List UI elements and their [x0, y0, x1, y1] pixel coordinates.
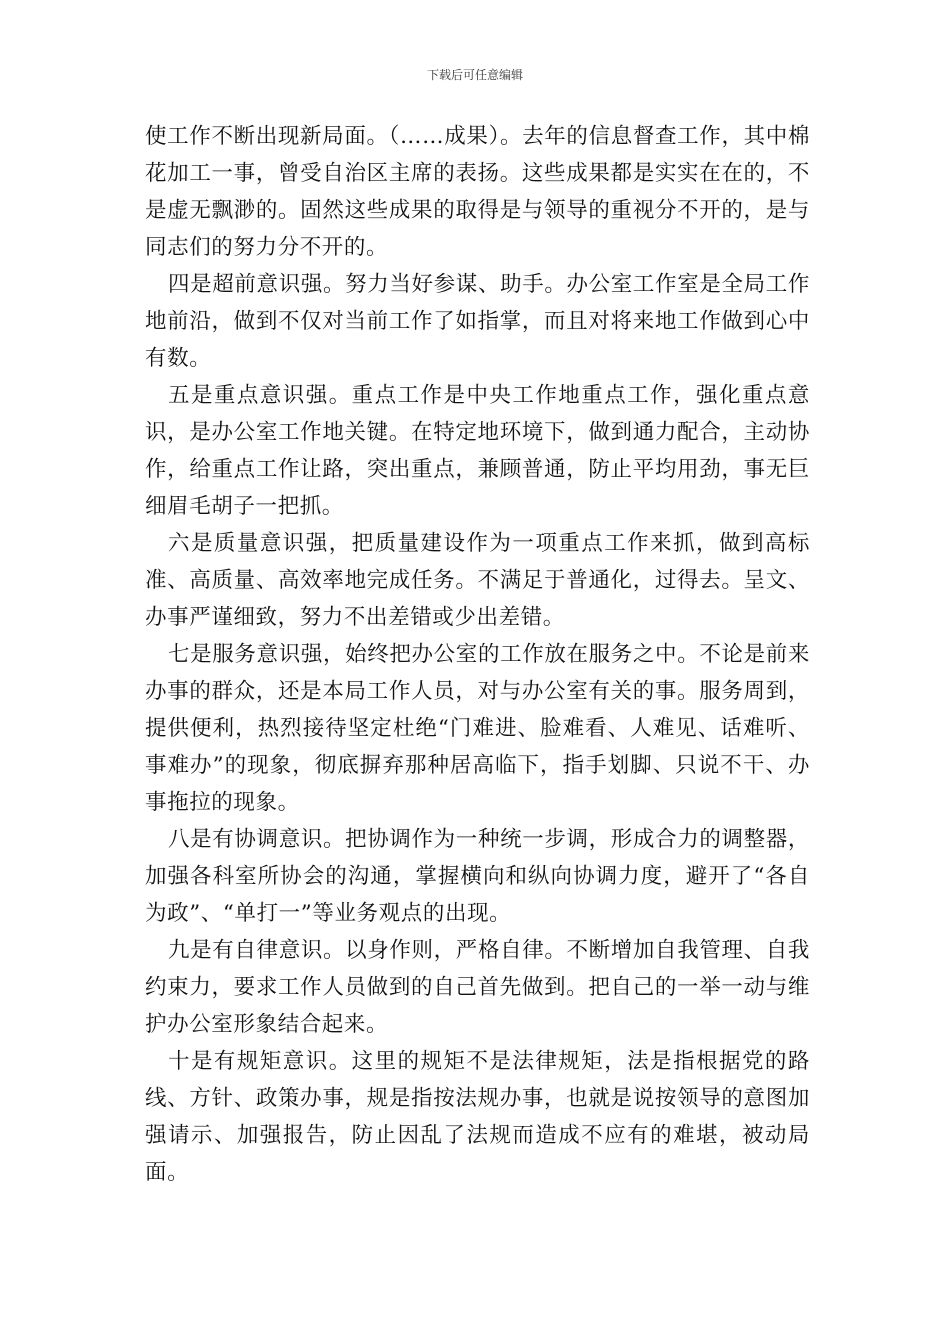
- paragraph-continuation: 使工作不断出现新局面。（……成果）。去年的信息督查工作，其中棉花加工一事，曾受自治区主席的表扬。这些成果都是实实在在的，不是虚无飘渺的。固然这些成果的取得是与领导的重视分不开的，是与同志们的努力分不开的。: [145, 124, 810, 260]
- paragraph-item-8: 八是有协调意识。把协调作为一种统一步调，形成合力的调整器，加强各科室所协会的沟通，掌握横向和纵向协调力度，避开了“各自为政”、“单打一”等业务观点的出现。: [145, 827, 810, 926]
- document-body: [145, 118, 810, 1191]
- paragraph-item-7: 七是服务意识强，始终把办公室的工作放在服务之中。不论是前来办事的群众，还是本局工作人员，对与办公室有关的事。服务周到，提供便利，热烈接待坚定杜绝“门难进、脸难看、人难见、话难听、事难办”的现象，彻底摒弃那种居高临下，指手划脚、只说不干、办事拖拉的现象。: [145, 642, 810, 815]
- paragraph-item-10: 十是有规矩意识。这里的规矩不是法律规矩，法是指根据党的路线、方针、政策办事，规是指按法规办事，也就是说按领导的意图加强请示、加强报告，防止因乱了法规而造成不应有的难堪，被动局面。: [145, 1049, 810, 1185]
- paragraph-item-6: 六是质量意识强，把质量建设作为一项重点工作来抓，做到高标准、高质量、高效率地完成任务。不满足于普通化，过得去。呈文、办事严谨细致，努力不出差错或少出差错。: [145, 531, 810, 630]
- paragraph-item-4: 四是超前意识强。努力当好参谋、助手。办公室工作室是全局工作地前沿，做到不仅对当前工作了如指掌，而且对将来地工作做到心中有数。: [145, 272, 810, 371]
- paragraph-item-9: 九是有自律意识。以身作则，严格自律。不断增加自我管理、自我约束力，要求工作人员做到的自己首先做到。把自己的一举一动与维护办公室形象结合起来。: [145, 938, 810, 1037]
- paragraph-item-5: 五是重点意识强。重点工作是中央工作地重点工作，强化重点意识，是办公室工作地关键。在特定地环境下，做到通力配合，主动协作，给重点工作让路，突出重点，兼顾普通，防止平均用劲，事无巨细眉毛胡子一把抓。: [145, 383, 810, 519]
- page-header-note: 下载后可任意编辑: [426, 68, 523, 82]
